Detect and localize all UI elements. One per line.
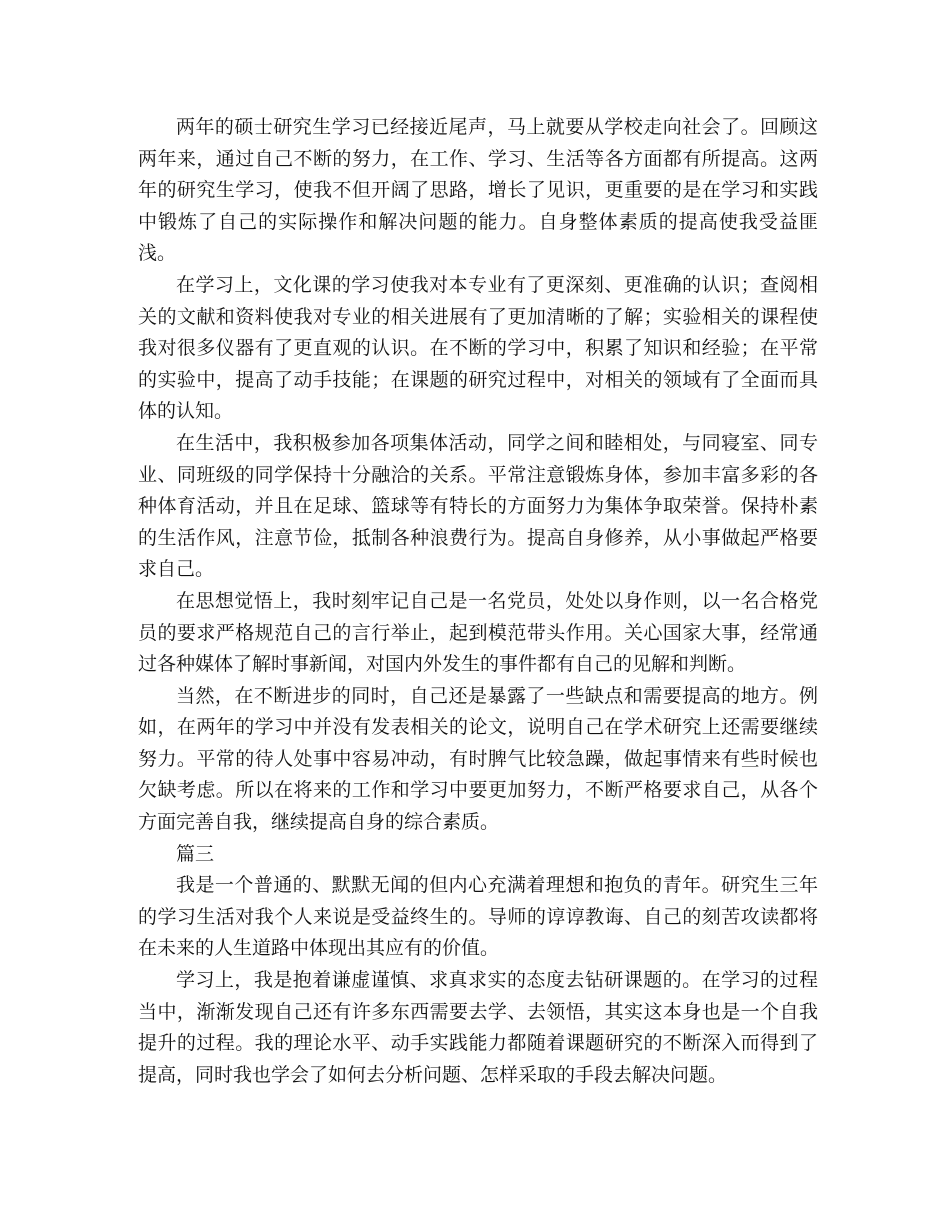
paragraph-life: 在生活中，我积极参加各项集体活动，同学之间和睦相处，与同寝室、同专业、同班级的同学保持十分融洽的关系。平常注意锻炼身体，参加丰富多彩的各种体育活动，并且在足球、篮球等有特长的方面努力为集体争取荣誉。保持朴素的生活作风，注意节俭，抵制各种浪费行为。提高自身修养，从小事做起严格要求自己。 xyxy=(138,431,818,581)
document-body xyxy=(138,112,818,1091)
paragraph-study: 在学习上，文化课的学习使我对本专业有了更深刻、更准确的认识；查阅相关的文献和资料使我对专业的相关进展有了更加清晰的了解；实验相关的课程使我对很多仪器有了更直观的认识。在不断的学习中，积累了知识和经验；在平常的实验中，提高了动手技能；在课题的研究过程中，对相关的领域有了全面而具体的认知。 xyxy=(138,273,818,423)
paragraph-section-study: 学习上，我是抱着谦虚谨慎、求真求实的态度去钻研课题的。在学习的过程当中，渐渐发现自己还有许多东西需要去学、去领悟，其实这本身也是一个自我提升的过程。我的理论水平、动手实践能力都随着课题研究的不断深入而得到了提高，同时我也学会了如何去分析问题、怎样采取的手段去解决问题。 xyxy=(138,969,818,1086)
paragraph-intro: 两年的硕士研究生学习已经接近尾声，马上就要从学校走向社会了。回顾这两年来，通过自己不断的努力，在工作、学习、生活等各方面都有所提高。这两年的研究生学习，使我不但开阔了思路，增长了见识，更重要的是在学习和实践中锻炼了自己的实际操作和解决问题的能力。自身整体素质的提高使我受益匪浅。 xyxy=(138,116,818,265)
section-heading: 篇三 xyxy=(176,842,215,865)
paragraph-ideology: 在思想觉悟上，我时刻牢记自己是一名党员，处处以身作则，以一名合格党员的要求严格规范自己的言行举止，起到模范带头作用。关心国家大事，经常通过各种媒体了解时事新闻，对国内外发生的事件都有自己的见解和判断。 xyxy=(138,589,818,676)
paragraph-shortcomings: 当然，在不断进步的同时，自己还是暴露了一些缺点和需要提高的地方。例如，在两年的学习中并没有发表相关的论文，说明自己在学术研究上还需要继续努力。平常的待人处事中容易冲动，有时脾气比较急躁，做起事情来有些时候也欠缺考虑。所以在将来的工作和学习中要更加努力，不断严格要求自己，从各个方面完善自我，继续提高自身的综合素质。 xyxy=(138,684,818,834)
paragraph-section-intro: 我是一个普通的、默默无闻的但内心充满着理想和抱负的青年。研究生三年的学习生活对我个人来说是受益终生的。导师的谆谆教诲、自己的刻苦攻读都将在未来的人生道路中体现出其应有的价值。 xyxy=(138,874,818,960)
